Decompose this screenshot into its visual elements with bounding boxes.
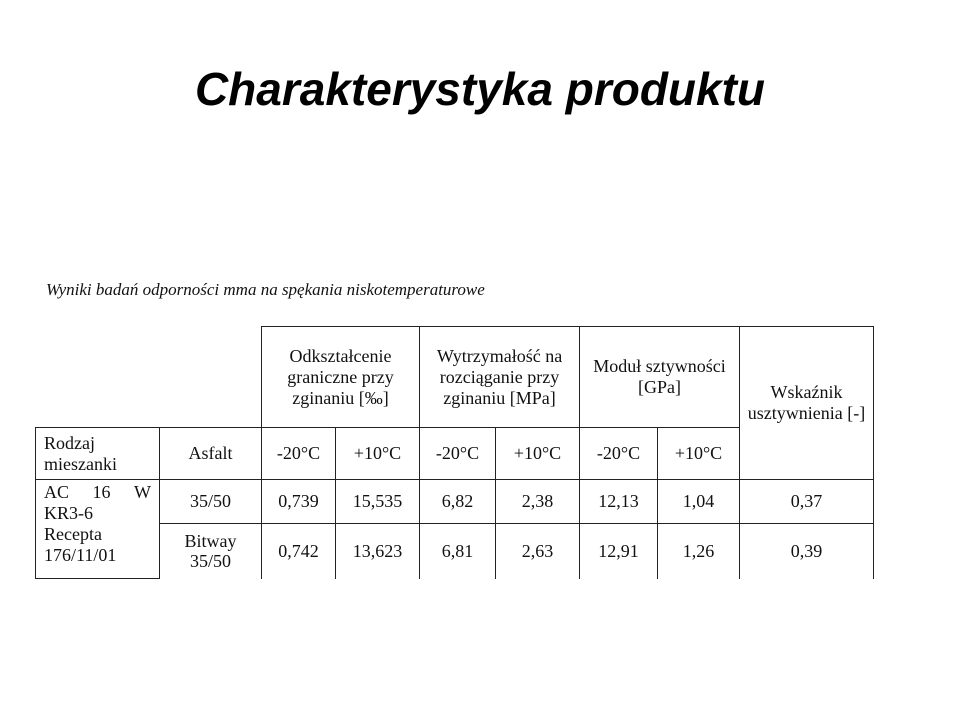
strength-cold-cell: 6,82 bbox=[420, 480, 496, 524]
mix-name-line bbox=[44, 482, 159, 503]
table-caption: Wyniki badań odporności mma na spękania niskotemperaturowe bbox=[46, 280, 485, 299]
slide-title: Charakterystyka produktu bbox=[194, 63, 766, 115]
table-row bbox=[36, 480, 874, 524]
mix-recipe-label: Recepta bbox=[44, 524, 102, 544]
stiffening-cell: 0,39 bbox=[740, 524, 874, 579]
empty-corner-cell bbox=[36, 327, 262, 428]
strength-cold-cell: 6,81 bbox=[420, 524, 496, 579]
mix-name-part: W bbox=[133, 482, 151, 502]
table-row bbox=[36, 524, 874, 579]
modulus-warm-cell: 1,26 bbox=[658, 524, 740, 579]
header-mix-type: Rodzaj mieszanki bbox=[36, 428, 160, 480]
results-table bbox=[35, 326, 874, 579]
mix-type-cell bbox=[36, 480, 160, 579]
header-modulus-cold: -20°C bbox=[580, 428, 658, 480]
header-strain-cold: -20°C bbox=[262, 428, 336, 480]
asphalt-cell: Bitway 35/50 bbox=[160, 524, 262, 579]
header-strain: Odkształcenie graniczne przy zginaniu [‰] bbox=[262, 327, 420, 428]
header-strength: Wytrzymałość na rozciąganie przy zginaniu [MPa] bbox=[420, 327, 580, 428]
header-stiffening: Wskaźnik usztywnienia [-] bbox=[740, 327, 874, 480]
header-modulus: Moduł sztywności [GPa] bbox=[580, 327, 740, 428]
asphalt-cell: 35/50 bbox=[160, 480, 262, 524]
table-header-row bbox=[36, 327, 874, 428]
header-strength-warm: +10°C bbox=[496, 428, 580, 480]
header-asphalt: Asfalt bbox=[160, 428, 262, 480]
modulus-cold-cell: 12,13 bbox=[580, 480, 658, 524]
header-modulus-warm: +10°C bbox=[658, 428, 740, 480]
strain-cold-cell: 0,739 bbox=[262, 480, 336, 524]
header-strength-cold: -20°C bbox=[420, 428, 496, 480]
mix-recipe-number: 176/11/01 bbox=[44, 545, 117, 565]
strain-warm-cell: 15,535 bbox=[336, 480, 420, 524]
strength-warm-cell: 2,38 bbox=[496, 480, 580, 524]
strain-cold-cell: 0,742 bbox=[262, 524, 336, 579]
mix-name-part: AC bbox=[44, 482, 70, 502]
mix-class-line: KR3-6 bbox=[44, 503, 93, 523]
mix-name-part: 16 bbox=[92, 482, 111, 502]
strength-warm-cell: 2,63 bbox=[496, 524, 580, 579]
strain-warm-cell: 13,623 bbox=[336, 524, 420, 579]
stiffening-cell: 0,37 bbox=[740, 480, 874, 524]
header-strain-warm: +10°C bbox=[336, 428, 420, 480]
modulus-cold-cell: 12,91 bbox=[580, 524, 658, 579]
modulus-warm-cell: 1,04 bbox=[658, 480, 740, 524]
